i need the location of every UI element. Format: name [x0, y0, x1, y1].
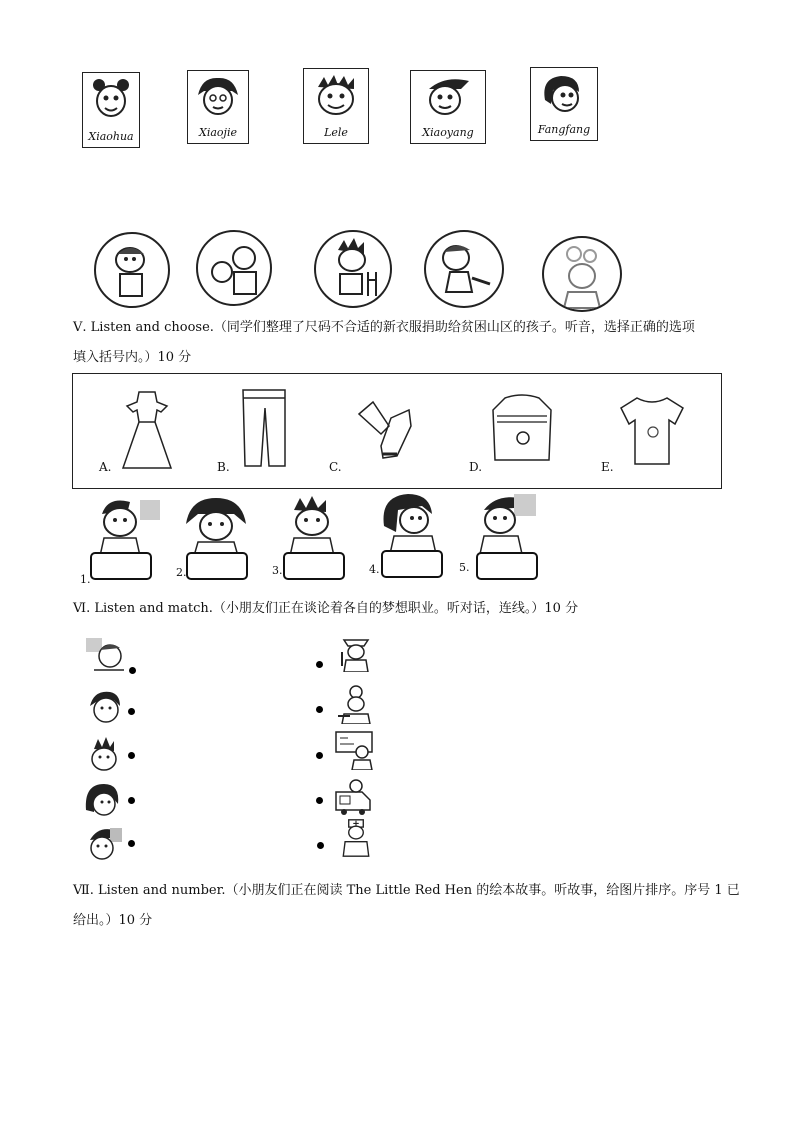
- boy-eating-icon: [426, 232, 502, 306]
- boy-face-icon: [87, 77, 135, 121]
- answer-box-5[interactable]: [476, 552, 538, 580]
- clothes-options-box: [72, 373, 722, 489]
- grandpa-and-child-icon: [198, 232, 270, 304]
- section5-instruction-line2: 填入括号内。）10 分: [73, 350, 192, 365]
- circle-picture-5: [542, 236, 622, 312]
- boy-face-icon: [308, 73, 364, 119]
- kid-3-icon: [278, 494, 350, 556]
- answer-number-5: 5.: [459, 561, 470, 574]
- girl-face-icon: [192, 75, 244, 119]
- match-dot-right-1[interactable]: [316, 661, 323, 668]
- answer-box-4[interactable]: [381, 550, 443, 578]
- answer-number-2: 2.: [176, 566, 187, 579]
- section7-instruction-line2: 给出。）10 分: [73, 913, 153, 928]
- match-dot-left-1[interactable]: [129, 667, 136, 674]
- card-name: Xiaohua: [88, 130, 134, 143]
- option-e-label: E.: [601, 460, 614, 474]
- boy-face-icon: [415, 75, 479, 119]
- match-dot-right-3[interactable]: [316, 752, 323, 759]
- match-kid-2-icon: [84, 688, 124, 728]
- answer-number-1: 1.: [80, 573, 91, 586]
- card-name: Xiaoyang: [422, 126, 474, 139]
- card-fangfang: [530, 67, 598, 141]
- match-dot-left-5[interactable]: [128, 840, 135, 847]
- match-kid-4-icon: [82, 782, 122, 822]
- answer-number-4: 4.: [369, 563, 380, 576]
- kid-4-icon: [378, 492, 446, 554]
- kid-1-icon: [88, 494, 164, 556]
- girl-with-flowers-icon: [544, 238, 620, 310]
- doctor-icon: [336, 818, 376, 858]
- cook-icon: [336, 684, 376, 724]
- match-dot-right-5[interactable]: [317, 842, 324, 849]
- card-xiaohua: [82, 72, 140, 148]
- circle-picture-3: [314, 230, 392, 308]
- t-shirt-icon: [617, 392, 687, 468]
- shoes-icon: [351, 396, 429, 466]
- section5-instruction-line1: Ⅴ. Listen and choose.（同学们整理了尺码不合适的新衣服捐助给贫困山区的孩子。听音，选择正确的选项: [73, 320, 695, 335]
- girl-face-icon: [535, 72, 593, 116]
- answer-number-3: 3.: [272, 564, 283, 577]
- match-dot-left-4[interactable]: [128, 797, 135, 804]
- answer-box-1[interactable]: [90, 552, 152, 580]
- card-name: Xiaojie: [199, 126, 237, 139]
- match-kid-1-icon: [84, 634, 124, 674]
- card-name: Lele: [324, 126, 348, 139]
- boy-with-chair-icon: [316, 232, 390, 306]
- section6-instruction: Ⅵ. Listen and match.（小朋友们正在谈论着各自的梦想职业。听对话，连线。）10 分: [73, 601, 579, 616]
- jacket-icon: [487, 390, 557, 470]
- match-dot-right-4[interactable]: [316, 797, 323, 804]
- card-lele: [303, 68, 369, 144]
- answer-box-2[interactable]: [186, 552, 248, 580]
- option-c-label: C.: [329, 460, 342, 474]
- kid-5-icon: [470, 490, 542, 554]
- circle-picture-2: [196, 230, 272, 306]
- match-dot-left-2[interactable]: [128, 708, 135, 715]
- answer-box-3[interactable]: [283, 552, 345, 580]
- match-dot-left-3[interactable]: [128, 752, 135, 759]
- option-d-label: D.: [469, 460, 483, 474]
- police-officer-icon: [336, 632, 376, 672]
- kid-2-icon: [180, 496, 252, 556]
- trousers-icon: [239, 386, 289, 470]
- match-kid-5-icon: [82, 824, 122, 864]
- circle-picture-4: [424, 230, 504, 308]
- match-dot-right-2[interactable]: [316, 706, 323, 713]
- driver-icon: [334, 776, 374, 816]
- card-xiaoyang: [410, 70, 486, 144]
- boy-talking-icon: [96, 234, 168, 306]
- teacher-icon: [334, 730, 374, 770]
- section7-instruction-line1: Ⅶ. Listen and number.（小朋友们正在阅读 The Little Red Hen 的绘本故事。听故事，给图片排序。序号 1 已: [73, 883, 740, 898]
- option-b-label: B.: [217, 460, 230, 474]
- option-a-label: A.: [99, 460, 112, 474]
- card-name: Fangfang: [537, 123, 591, 136]
- match-kid-3-icon: [84, 737, 124, 777]
- card-xiaojie: [187, 70, 249, 144]
- dress-icon: [121, 388, 173, 470]
- circle-picture-1: [94, 232, 170, 308]
